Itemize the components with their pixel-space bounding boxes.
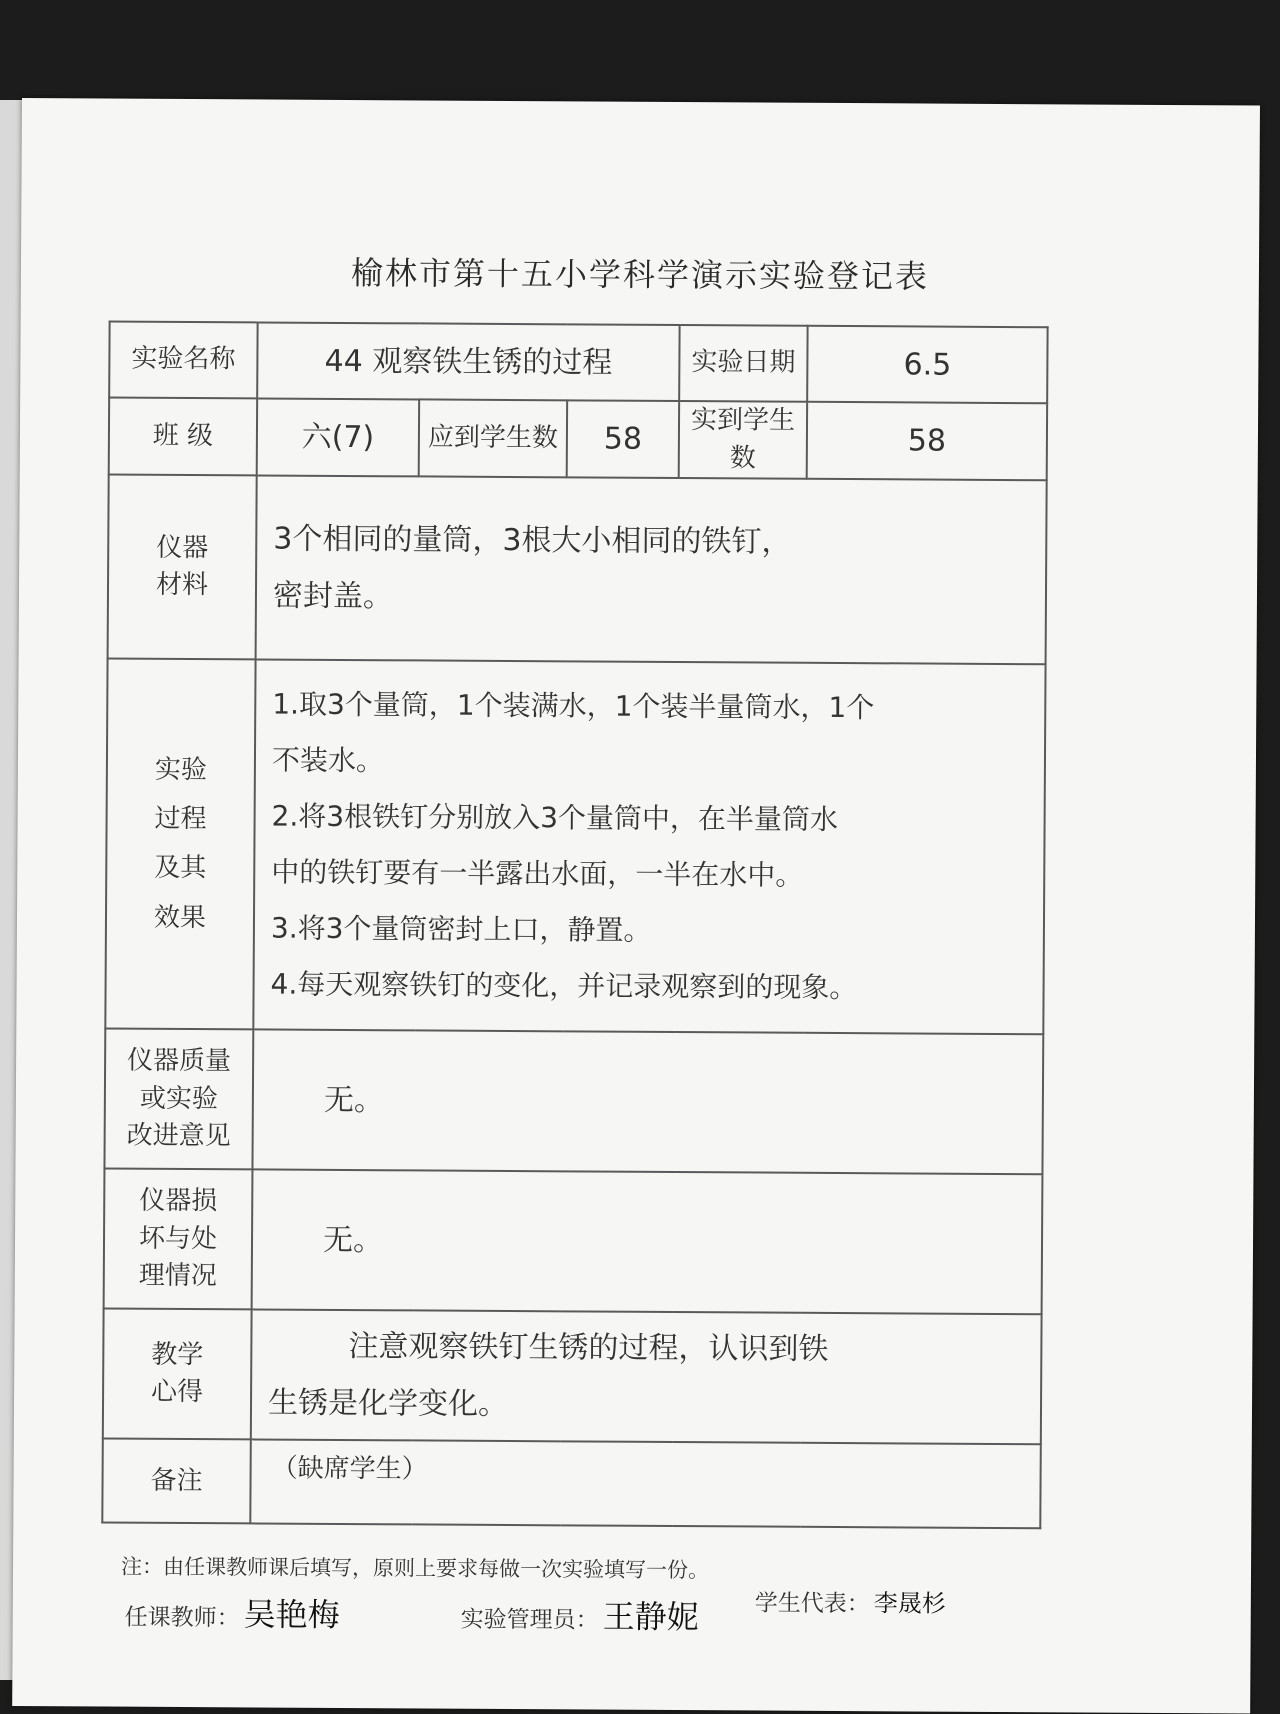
row-process bbox=[105, 659, 1045, 1035]
process-line: 2.将3根铁钉分别放入3个量筒中，在半量筒水 bbox=[271, 799, 839, 837]
teaching-line: 生锈是化学变化。 bbox=[267, 1385, 509, 1423]
value-class: 六(7) bbox=[257, 398, 419, 476]
teacher-label: 任课教师： bbox=[124, 1604, 240, 1632]
label-process-line: 过程 bbox=[154, 803, 207, 835]
row-remarks bbox=[102, 1439, 1041, 1529]
label-equipment-line: 材料 bbox=[155, 570, 209, 601]
label-exp-name: 实验名称 bbox=[109, 322, 257, 399]
equipment-line: 3个相同的量筒，3根大小相同的铁钉， bbox=[273, 521, 792, 561]
label-process bbox=[105, 659, 255, 1030]
equipment-line: 密封盖。 bbox=[272, 578, 394, 615]
admin-label: 实验管理员： bbox=[460, 1606, 599, 1634]
value-damage: 无。 bbox=[252, 1170, 1043, 1315]
row-equipment bbox=[108, 475, 1047, 665]
label-teaching-line: 心得 bbox=[150, 1377, 204, 1408]
label-damage-line: 仪器损 bbox=[139, 1185, 218, 1217]
process-line: 不装水。 bbox=[271, 743, 385, 778]
label-remarks: 备注 bbox=[102, 1439, 251, 1524]
registration-table bbox=[101, 321, 1048, 1530]
label-quality-line: 改进意见 bbox=[126, 1120, 231, 1152]
student-signature bbox=[755, 1583, 946, 1619]
admin-name: 王静妮 bbox=[602, 1597, 699, 1637]
row-damage bbox=[104, 1169, 1043, 1315]
value-exp-date: 6.5 bbox=[807, 326, 1047, 403]
paper-sheet bbox=[12, 98, 1260, 1714]
row-class bbox=[109, 398, 1047, 481]
label-equipment-line: 仪器 bbox=[156, 532, 209, 563]
label-expected: 应到学生数 bbox=[419, 399, 567, 477]
teacher-name: 吴艳梅 bbox=[243, 1595, 340, 1634]
row-teaching bbox=[103, 1309, 1042, 1445]
label-process-line: 效果 bbox=[153, 902, 207, 933]
row-quality bbox=[104, 1029, 1043, 1175]
signature-row bbox=[124, 1589, 1065, 1637]
value-exp-name: 44 观察铁生锈的过程 bbox=[257, 322, 679, 401]
label-teaching bbox=[103, 1309, 252, 1440]
value-equipment bbox=[256, 476, 1047, 665]
label-actual: 实到学生数 bbox=[679, 401, 807, 479]
teacher-signature bbox=[125, 1589, 340, 1636]
label-quality-line: 或实验 bbox=[139, 1083, 218, 1114]
process-line: 4.每天观察铁钉的变化，并记录观察到的现象。 bbox=[270, 967, 858, 1005]
value-remarks: （缺席学生） bbox=[250, 1440, 1041, 1529]
footnote: 注：由任课教师课后填写，原则上要求每做一次实验填写一份。 bbox=[120, 1554, 710, 1583]
label-equipment bbox=[108, 475, 257, 660]
row-experiment-name bbox=[109, 322, 1047, 404]
label-quality-line: 仪器质量 bbox=[127, 1045, 232, 1077]
value-teaching bbox=[251, 1310, 1042, 1445]
label-quality bbox=[104, 1029, 253, 1170]
label-class: 班 级 bbox=[109, 398, 257, 476]
student-name: 李晟杉 bbox=[873, 1589, 946, 1618]
label-damage bbox=[104, 1169, 253, 1310]
student-label: 学生代表： bbox=[754, 1590, 870, 1618]
label-damage-line: 坏与处 bbox=[138, 1223, 218, 1254]
value-actual: 58 bbox=[807, 402, 1047, 481]
label-process-line: 实验 bbox=[154, 754, 207, 785]
label-damage-line: 理情况 bbox=[138, 1260, 217, 1292]
label-teaching-line: 教学 bbox=[151, 1339, 204, 1370]
process-line: 3.将3个量筒密封上口，静置。 bbox=[270, 911, 652, 948]
form-title: 榆林市第十五小学科学演示实验登记表 bbox=[350, 254, 930, 296]
admin-signature bbox=[461, 1591, 699, 1638]
teaching-line: 注意观察铁钉生锈的过程，认识到铁 bbox=[348, 1329, 829, 1368]
value-expected: 58 bbox=[567, 400, 680, 478]
label-process-line: 及其 bbox=[154, 853, 207, 884]
value-quality: 无。 bbox=[252, 1030, 1043, 1175]
label-exp-date: 实验日期 bbox=[679, 325, 807, 402]
value-process bbox=[253, 660, 1045, 1035]
process-line: 中的铁钉要有一半露出水面，一半在水中。 bbox=[271, 855, 804, 893]
process-line: 1.取3个量筒，1个装满水，1个装半量筒水，1个 bbox=[272, 687, 875, 725]
